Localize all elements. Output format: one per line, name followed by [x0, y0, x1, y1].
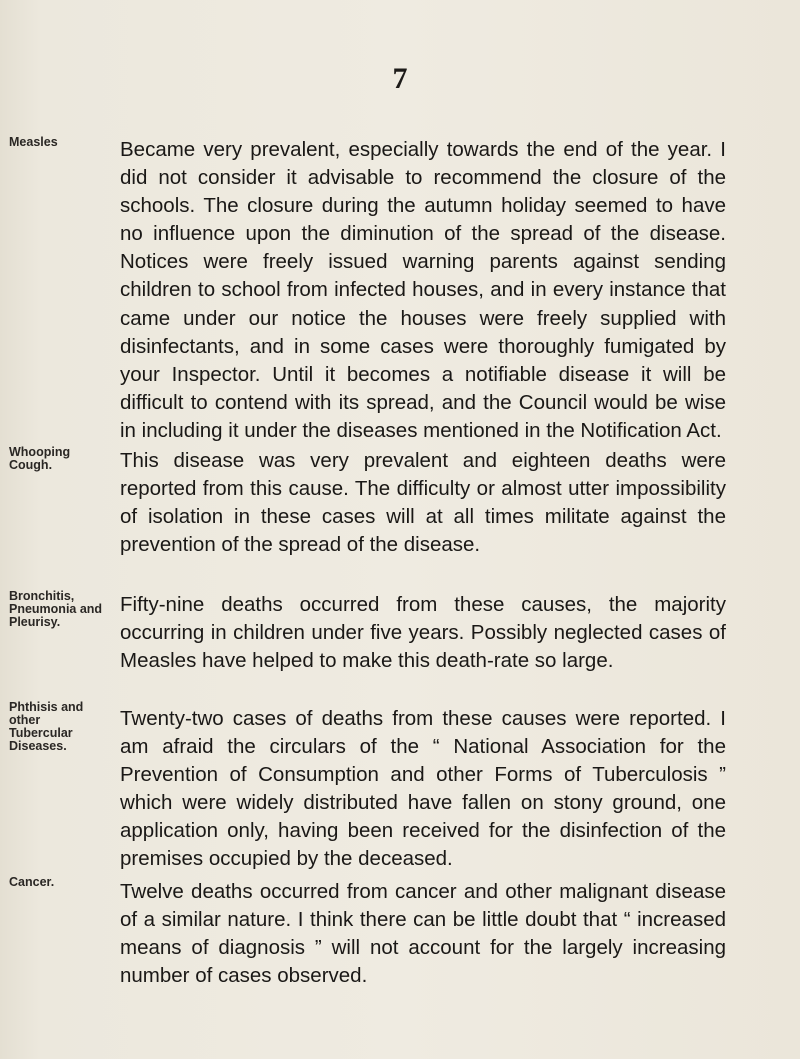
sidenote: [9, 136, 119, 149]
sidenote-line: Whooping: [9, 445, 71, 459]
sidenote-line: Bronchitis,: [9, 589, 75, 603]
sidenote: [9, 701, 119, 753]
paragraph: Twenty-two cases of deaths from these causes were reported. I am afraid the circulars of the “ National Association for the Prevention of Consumption and other Forms of Tuberculosis ” which were widely distributed have fallen on stony ground, one application only, having been received for the disinfection of the premises occupied by the deceased.: [120, 707, 726, 871]
paragraph: This disease was very prevalent and eighteen deaths were reported from this cause. The difficulty or almost utter impossibility of isolation in these cases will at all times militate against the prevention of the spread of the disease.: [120, 449, 726, 557]
sidenote: [9, 590, 119, 629]
sidenote-line: Diseases.: [9, 739, 67, 753]
sidenote-line: Tubercular: [9, 726, 73, 740]
page-number: 7: [392, 62, 408, 95]
sidenote-line: other: [9, 713, 41, 727]
paragraph: Twelve deaths occurred from cancer and other malignant disease of a similar nature. I think there can be little doubt that “ increased means of diagnosis ” will not account for the largely increasing number of cases observed.: [120, 880, 726, 988]
sidenote: [9, 876, 119, 889]
sidenote-line: Pneumonia and: [9, 602, 103, 616]
sidenote-line: Cough.: [9, 458, 53, 472]
sidenote-line: Cancer.: [9, 875, 55, 889]
paragraph: Fifty-nine deaths occurred from these causes, the majority occurring in children under five years. Possibly neglected cases of Measles have helped to make this death-rate so large.: [120, 593, 726, 673]
paragraph: Became very prevalent, especially towards the end of the year. I did not consider it advisable to recommend the closure of the schools. The closure during the autumn holiday seemed to have no influence upon the diminution of the spread of the disease. Notices were freely issued warning parents against sending children to school from infected houses, and in every instance that came under our notice the houses were freely supplied with disinfectants, and in some cases were thoroughly fumigated by your Inspector. Until it becomes a notifiable disease it will be difficult to contend with its spread, and the Council would be wise in including it under the diseases mentioned in the Notification Act.: [120, 138, 726, 442]
sidenote-line: Measles: [9, 135, 58, 149]
sidenote: [9, 446, 119, 472]
sidenote-line: Phthisis and: [9, 700, 84, 714]
sidenote-line: Pleurisy.: [9, 615, 61, 629]
